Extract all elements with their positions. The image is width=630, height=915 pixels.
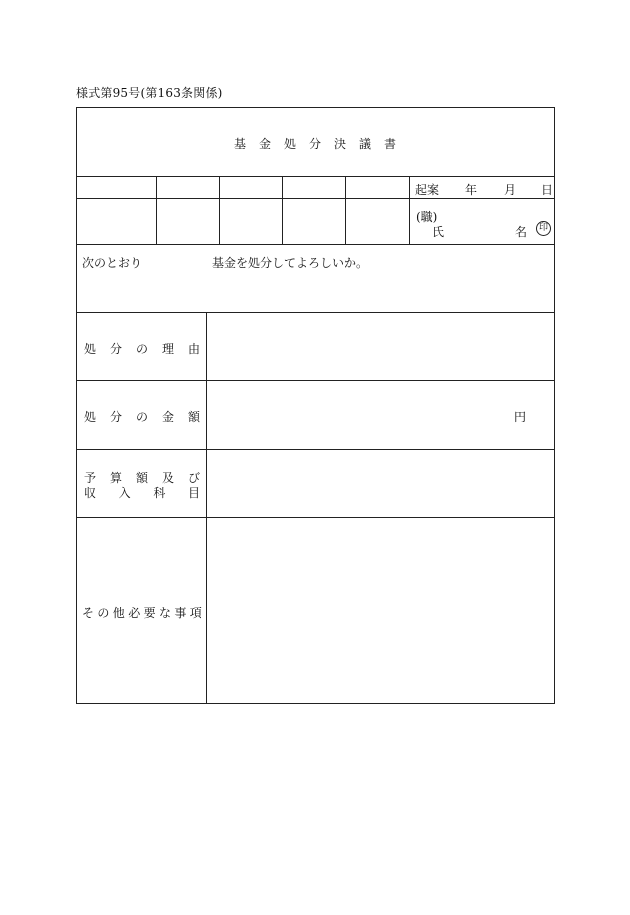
divider — [76, 449, 555, 450]
label-char: 額 — [135, 471, 148, 485]
divider — [76, 312, 555, 313]
date-year-label: 年 — [465, 183, 478, 197]
label-char: 由 — [187, 342, 200, 356]
yen-unit-label: 円 — [514, 410, 527, 424]
label-char: 金 — [161, 410, 174, 424]
position-label: (職) — [416, 210, 438, 224]
misc-label: その他必要な事項 — [82, 606, 206, 620]
label-char: 分 — [109, 410, 122, 424]
amount-label — [84, 408, 200, 425]
surname-label: 氏 — [432, 225, 445, 239]
label-char: 入 — [118, 486, 131, 500]
label-char: の — [135, 342, 148, 356]
intro-text: 基金を処分してよろしいか。 — [212, 256, 369, 270]
label-char: の — [135, 410, 148, 424]
reason-label — [84, 340, 200, 357]
label-char: 分 — [109, 342, 122, 356]
divider — [156, 176, 157, 244]
document-title: 基金処分決議書 — [233, 137, 409, 151]
date-month-label: 月 — [504, 183, 517, 197]
kian-label: 起案 — [415, 183, 440, 197]
divider — [76, 244, 555, 245]
divider — [219, 176, 220, 244]
seal-mark-icon: 印 — [536, 221, 551, 236]
date-day-label: 日 — [541, 183, 554, 197]
form-number-caption: 様式第95号(第163条関係) — [76, 86, 223, 100]
label-char: 及 — [161, 471, 174, 485]
divider — [345, 176, 346, 244]
given-name-label: 名 — [515, 225, 528, 239]
label-char: 目 — [187, 486, 200, 500]
budget-label-line2 — [84, 484, 200, 501]
label-char: 処 — [84, 410, 97, 424]
label-char: 算 — [109, 471, 122, 485]
divider — [76, 198, 555, 199]
label-char: 処 — [84, 342, 97, 356]
label-char: 理 — [161, 342, 174, 356]
intro-prefix: 次のとおり — [82, 256, 143, 270]
divider — [409, 176, 410, 244]
divider — [76, 176, 555, 177]
label-char: 予 — [84, 471, 97, 485]
divider — [206, 312, 207, 704]
label-char: 収 — [84, 486, 97, 500]
label-char: 科 — [153, 486, 166, 500]
label-char: 額 — [187, 410, 200, 424]
divider — [282, 176, 283, 244]
divider — [76, 380, 555, 381]
label-char: び — [187, 471, 200, 485]
divider — [76, 517, 555, 518]
